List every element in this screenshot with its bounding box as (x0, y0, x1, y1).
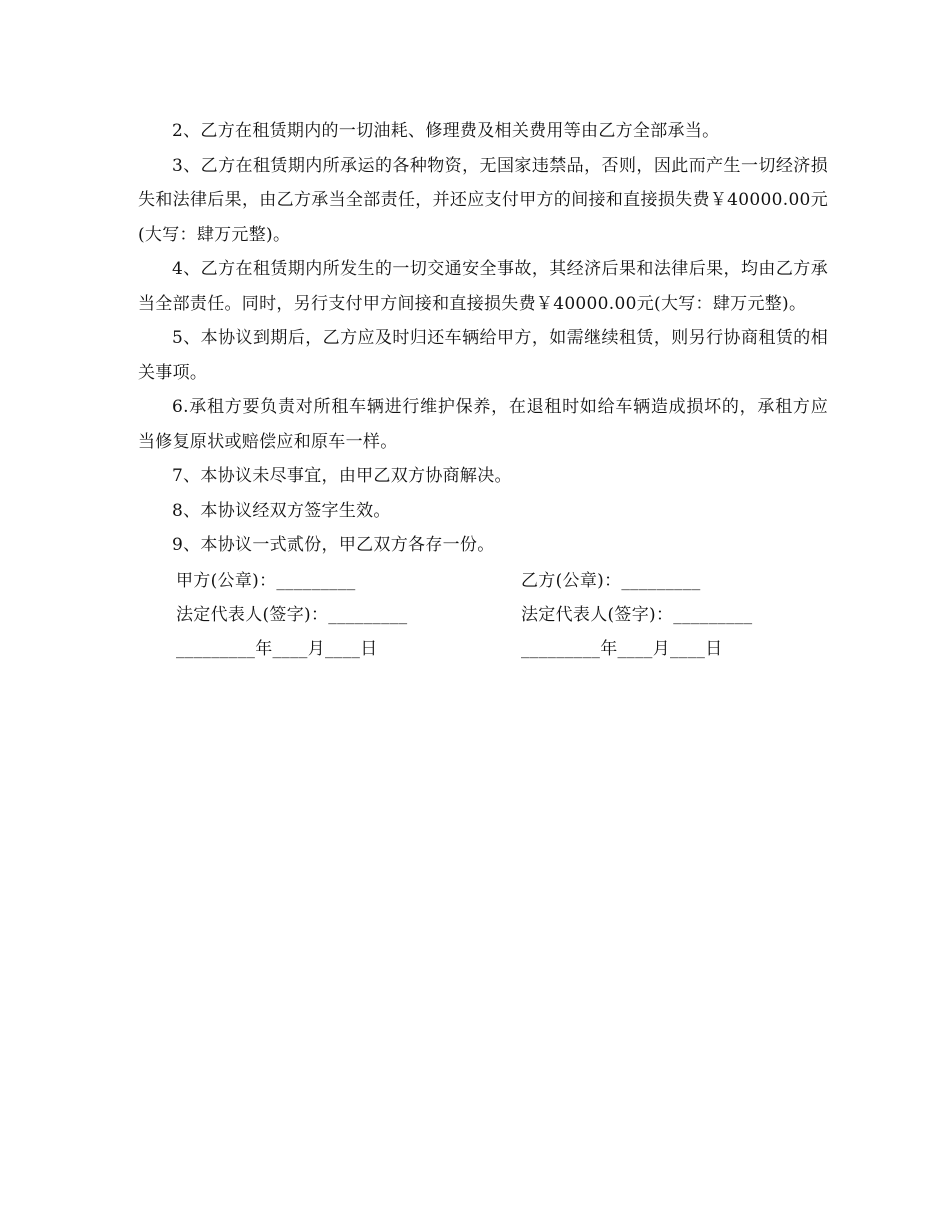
clause-4: 4、乙方在租赁期内所发生的一切交通安全事故，其经济后果和法律后果，均由乙方承当全部责任。同时，另行支付甲方间接和直接损失费￥40000.00元(大写：肆万元整)。 (138, 259, 828, 314)
signature-row-seal (138, 564, 828, 598)
party-b-date-field: _________年____月____日 (521, 639, 723, 659)
signature-row-date (138, 632, 828, 666)
party-b-representative-field: 法定代表人(签字)：_________ (521, 605, 753, 625)
party-a-seal-field: 甲方(公章)：_________ (176, 571, 356, 591)
document-body (138, 114, 828, 659)
party-a-representative-field: 法定代表人(签字)：_________ (176, 605, 408, 625)
signature-row-representative (138, 598, 828, 632)
clause-8: 8、本协议经双方签字生效。 (172, 500, 391, 521)
party-a-date-field: _________年____月____日 (176, 639, 378, 659)
party-b-seal-field: 乙方(公章)：_________ (521, 571, 701, 591)
clause-5: 5、本协议到期后，乙方应及时归还车辆给甲方，如需继续租赁，则另行协商租赁的相关事项。 (138, 328, 828, 383)
clause-2: 2、乙方在租赁期内的一切油耗、修理费及相关费用等由乙方全部承当。 (172, 121, 720, 141)
clause-3: 3、乙方在租赁期内所承运的各种物资，无国家违禁品，否则，因此而产生一切经济损失和法律后果，由乙方承当全部责任，并还应支付甲方的间接和直接损失费￥40000.00元(大写：肆万元整)。 (138, 155, 828, 245)
clause-6: 6.承租方要负责对所租车辆进行维护保养，在退租时如给车辆造成损坏的，承租方应当修复原状或赔偿应和原车一样。 (138, 397, 828, 452)
clause-7: 7、本协议未尽事宜，由甲乙双方协商解决。 (172, 466, 512, 486)
clause-9: 9、本协议一式贰份，甲乙双方各存一份。 (172, 535, 495, 555)
